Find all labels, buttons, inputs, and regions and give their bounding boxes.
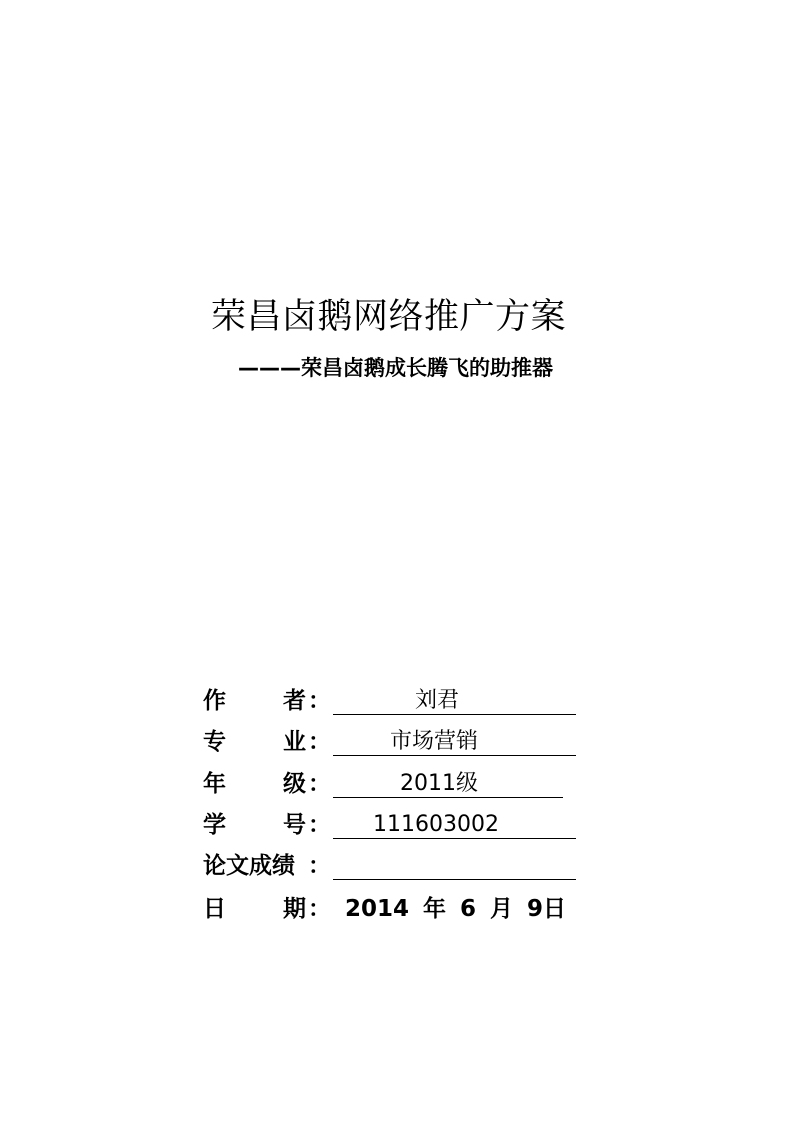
- author-row: [203, 684, 603, 718]
- document-subtitle: ———荣昌卤鹅成长腾飞的助推器: [238, 356, 553, 380]
- student-id-value: 111603002: [373, 812, 499, 837]
- author-label-char-1: 作: [203, 688, 226, 714]
- major-value: 市场营销: [390, 729, 479, 754]
- student-id-label-char-2: 号: [283, 812, 306, 838]
- date-month-unit: 月: [490, 896, 514, 922]
- major-colon: ：: [308, 729, 331, 755]
- score-underline: [333, 879, 576, 880]
- major-label-char-2: 业: [283, 729, 306, 755]
- major-row: [203, 725, 603, 759]
- date-month: 6: [460, 896, 477, 922]
- score-label: 论文成绩: [203, 853, 295, 879]
- grade-label-char-1: 年: [203, 771, 226, 797]
- author-label-char-2: 者: [283, 688, 306, 714]
- date-label-char-2: 期: [283, 896, 306, 922]
- date-colon: ：: [308, 896, 331, 922]
- author-colon: ：: [308, 688, 331, 714]
- score-row: [203, 849, 603, 883]
- student-id-row: [203, 808, 603, 842]
- date-value: [345, 894, 566, 924]
- author-value: 刘君: [415, 688, 460, 713]
- date-day: 9日: [527, 896, 567, 922]
- grade-row: [203, 767, 603, 801]
- document-title: 荣昌卤鹅网络推广方案: [211, 297, 567, 337]
- grade-colon: ：: [308, 771, 331, 797]
- grade-label-char-2: 级: [283, 771, 306, 797]
- major-label-char-1: 专: [203, 729, 226, 755]
- score-colon: ：: [308, 853, 331, 879]
- date-year-unit: 年: [423, 896, 447, 922]
- student-id-colon: ：: [308, 812, 331, 838]
- student-id-label-char-1: 学: [203, 812, 226, 838]
- grade-value: 2011级: [400, 771, 478, 796]
- date-year: 2014: [345, 896, 410, 922]
- date-label-char-1: 日: [203, 896, 226, 922]
- date-row: [203, 892, 603, 926]
